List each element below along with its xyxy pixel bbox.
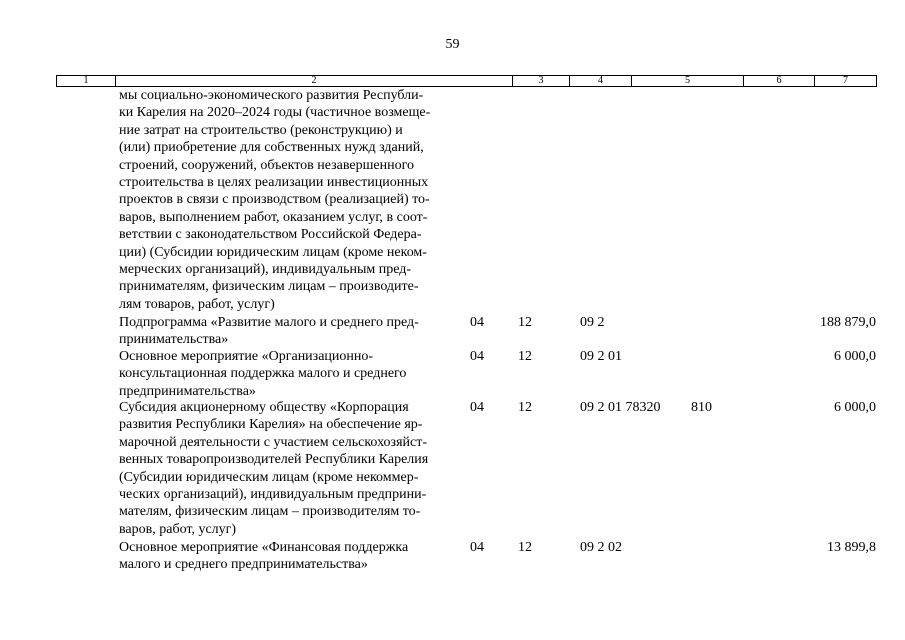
row-description: мы социально-экономического развития Республи- ки Карелия на 2020–2024 годы (частичное возмеще- ние затрат на строительство (реконструкцию) и (или) приобретение для собственных нужд зданий, строений, сооружений, объектов незавершенного строительства в целях реализации инвестиционных проектов в связи с производством (реализацией) то- варов, выполнением работ, оказанием услуг, в соот- ветствии с законодательством Российской Федера- ции) (Субсидии юридическим лицам (кроме неком- мерческих организаций), индивидуальным пред- принимателям, физическим лицам – производите- лям товаров, работ, услуг) (119, 88, 431, 312)
row-subsection-code: 12 (518, 540, 532, 555)
row-description: Субсидия акционерному обществу «Корпорация развития Республики Карелия» на обеспечение яр- марочной деятельности с участием сельскохозяйст- венных товаропроизводителей Республики Карелия (Субсидии юридическим лицам (кроме некоммер- ческих организаций), индивидуальным предприни- мателям, физическим лицам – производителям то- варов, работ, услуг) (119, 400, 429, 537)
header-cell-4: 4 (570, 76, 632, 86)
row-amount: 13 899,8 (827, 540, 876, 555)
row-target-code: 09 2 01 (580, 349, 622, 364)
row-section-code: 04 (470, 315, 484, 330)
row-subsection-code: 12 (518, 400, 532, 415)
header-cell-6: 6 (744, 76, 815, 86)
row-subsection-code: 12 (518, 349, 532, 364)
header-cell-2: 2 (116, 76, 513, 86)
page-number: 59 (445, 37, 460, 52)
row-expense-type: 810 (691, 400, 712, 415)
row-section-code: 04 (470, 349, 484, 364)
header-cell-1: 1 (57, 76, 116, 86)
header-cell-3: 3 (513, 76, 570, 86)
row-description: Подпрограмма «Развитие малого и среднего пред- принимательства» (119, 315, 419, 348)
row-section-code: 04 (470, 540, 484, 555)
row-description: Основное мероприятие «Организационно- консультационная поддержка малого и среднего предпринимательства» (119, 349, 407, 399)
row-target-code: 09 2 (580, 315, 605, 330)
row-amount: 188 879,0 (820, 315, 876, 330)
row-target-code: 09 2 02 (580, 540, 622, 555)
row-amount: 6 000,0 (834, 349, 876, 364)
row-amount: 6 000,0 (834, 400, 876, 415)
row-description: Основное мероприятие «Финансовая поддержка малого и среднего предпринимательства» (119, 540, 409, 573)
header-cell-7: 7 (843, 75, 848, 86)
row-subsection-code: 12 (518, 315, 532, 330)
row-target-code: 09 2 01 78320 (580, 400, 661, 415)
header-cell-5: 5 (632, 76, 744, 86)
row-section-code: 04 (470, 400, 484, 415)
table-header-row (56, 75, 877, 87)
